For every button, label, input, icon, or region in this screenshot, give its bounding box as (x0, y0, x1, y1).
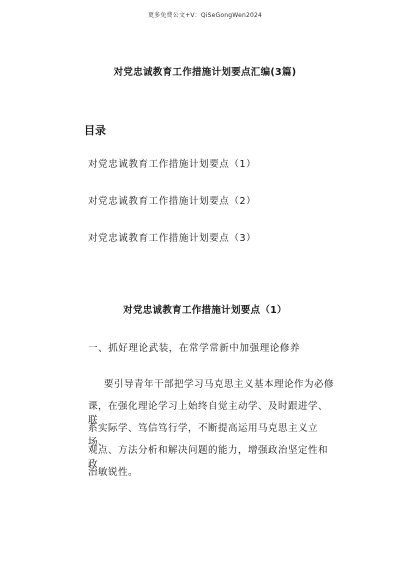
toc-item-1[interactable]: 对党忠诚教育工作措施计划要点（1） (88, 159, 257, 170)
section-title: 对党忠诚教育工作措施计划要点（1） (123, 305, 287, 316)
body-line-3: 系实际学、笃信笃行学，不断提高运用马克思主义立场、 (88, 423, 319, 448)
toc-item-2[interactable]: 对党忠诚教育工作措施计划要点（2） (88, 196, 257, 207)
header-note: 更多免费公文+V：QiSeGongWen2024 (147, 12, 263, 19)
point-heading: 一、抓好理论武装，在常学常新中加强理论修养 (88, 343, 301, 354)
toc-heading: 目录 (84, 124, 106, 137)
body-line-2: 课，在强化理论学习上始终自觉主动学、及时跟进学、联 (88, 401, 329, 426)
body-line-1: 要引导青年干部把学习马克思主义基本理论作为必修 (104, 379, 335, 390)
document-title: 对党忠诚教育工作措施计划要点汇编(3篇) (113, 67, 297, 78)
toc-item-3[interactable]: 对党忠诚教育工作措施计划要点（3） (88, 233, 257, 244)
body-line-4: 观点、方法分析和解决问题的能力，增强政治坚定性和政 (88, 445, 329, 470)
body-line-5: 治敏锐性。 (88, 467, 139, 478)
